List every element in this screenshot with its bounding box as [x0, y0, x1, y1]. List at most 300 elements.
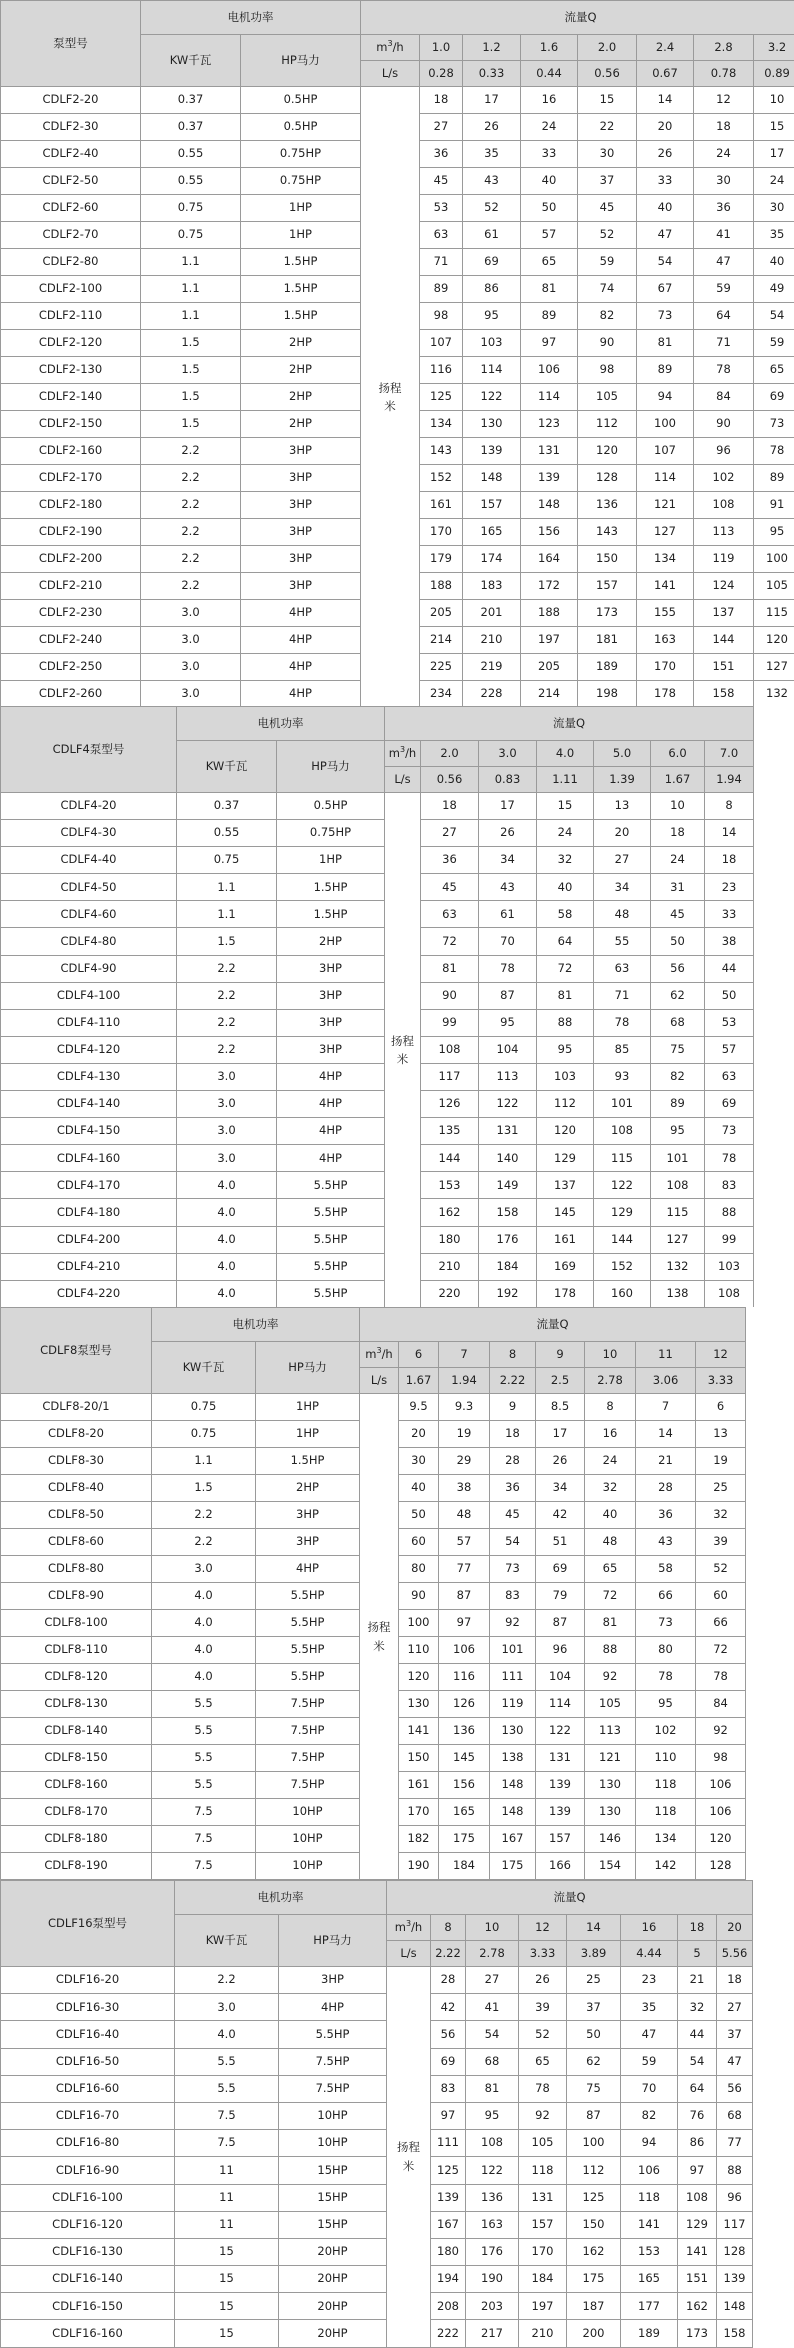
- hp-cell: 3HP: [279, 1967, 387, 1994]
- head-value-cell: 65: [585, 1556, 636, 1583]
- hp-cell: 5.5HP: [256, 1637, 360, 1664]
- head-value-cell: 178: [637, 681, 694, 707]
- model-cell: CDLF4-40: [1, 847, 177, 874]
- head-value-cell: 98: [578, 357, 637, 384]
- head-value-cell: 68: [717, 2102, 753, 2129]
- head-value-cell: 52: [519, 2021, 567, 2048]
- model-cell: CDLF2-250: [1, 654, 141, 681]
- head-value-cell: 36: [636, 1502, 696, 1529]
- kw-cell: 4.0: [177, 1280, 277, 1307]
- pump-table-block: [0, 706, 794, 1307]
- head-value-cell: 100: [399, 1610, 439, 1637]
- head-value-cell: 81: [521, 276, 578, 303]
- head-value-cell: 33: [705, 901, 754, 928]
- flow-m3h-value: 10: [466, 1915, 519, 1941]
- head-value-cell: 205: [420, 600, 463, 627]
- model-cell: CDLF4-210: [1, 1253, 177, 1280]
- head-value-cell: 165: [463, 519, 521, 546]
- flow-ls-value: 2.5: [536, 1368, 585, 1394]
- head-value-cell: 205: [521, 654, 578, 681]
- flow-ls-value: 0.56: [578, 61, 637, 87]
- model-cell: CDLF2-30: [1, 114, 141, 141]
- model-cell: CDLF2-200: [1, 546, 141, 573]
- hp-cell: 4HP: [277, 1118, 385, 1145]
- head-value-cell: 73: [705, 1118, 754, 1145]
- head-value-cell: 94: [637, 384, 694, 411]
- head-value-cell: 50: [399, 1502, 439, 1529]
- table-row: [1, 1967, 794, 1994]
- head-value-cell: 85: [594, 1036, 651, 1063]
- head-value-cell: 40: [637, 195, 694, 222]
- head-value-cell: 82: [621, 2102, 678, 2129]
- head-value-cell: 66: [636, 1583, 696, 1610]
- flow-ls-value: 0.89: [754, 61, 794, 87]
- head-value-cell: 165: [621, 2266, 678, 2293]
- model-cell: CDLF2-80: [1, 249, 141, 276]
- head-value-cell: 184: [519, 2266, 567, 2293]
- head-value-cell: 22: [578, 114, 637, 141]
- model-cell: CDLF8-160: [1, 1772, 152, 1799]
- head-value-cell: 141: [637, 573, 694, 600]
- flow-m3h-value: 16: [621, 1915, 678, 1941]
- model-cell: CDLF16-150: [1, 2293, 175, 2320]
- head-value-cell: 48: [594, 901, 651, 928]
- hp-cell: 7.5HP: [256, 1745, 360, 1772]
- head-value-cell: 80: [399, 1556, 439, 1583]
- head-value-cell: 9.5: [399, 1394, 439, 1421]
- head-value-cell: 12: [694, 87, 754, 114]
- head-value-cell: 16: [585, 1421, 636, 1448]
- head-value-cell: 141: [621, 2211, 678, 2238]
- head-value-cell: 83: [490, 1583, 536, 1610]
- model-cell: CDLF2-180: [1, 492, 141, 519]
- head-value-cell: 175: [439, 1826, 490, 1853]
- head-value-cell: 114: [536, 1691, 585, 1718]
- flow-m3h-value: 2.0: [421, 741, 479, 767]
- head-value-cell: 43: [463, 168, 521, 195]
- kw-header: KW千瓦: [141, 35, 241, 87]
- head-value-cell: 113: [694, 519, 754, 546]
- head-value-cell: 194: [431, 2266, 466, 2293]
- kw-cell: 5.5: [152, 1691, 256, 1718]
- head-value-cell: 200: [567, 2320, 621, 2347]
- head-value-cell: 125: [431, 2157, 466, 2184]
- table-row: [1, 87, 794, 114]
- head-value-cell: 108: [678, 2184, 717, 2211]
- head-value-cell: 104: [536, 1664, 585, 1691]
- head-value-cell: 40: [521, 168, 578, 195]
- kw-header: KW千瓦: [152, 1342, 256, 1394]
- head-value-cell: 78: [696, 1664, 746, 1691]
- head-value-cell: 60: [696, 1583, 746, 1610]
- head-value-cell: 98: [420, 303, 463, 330]
- head-value-cell: 214: [521, 681, 578, 707]
- head-value-cell: 169: [537, 1253, 594, 1280]
- head-value-cell: 16: [521, 87, 578, 114]
- head-value-cell: 96: [717, 2184, 753, 2211]
- pump-table-block: [0, 1307, 794, 1880]
- head-value-cell: 151: [678, 2266, 717, 2293]
- table-row: [1, 793, 794, 820]
- head-value-cell: 95: [754, 519, 794, 546]
- head-value-cell: 188: [420, 573, 463, 600]
- hp-cell: 10HP: [279, 2130, 387, 2157]
- head-value-cell: 162: [567, 2238, 621, 2265]
- head-value-cell: 78: [754, 438, 794, 465]
- hp-header: HP马力: [277, 741, 385, 793]
- hp-cell: 5.5HP: [277, 1199, 385, 1226]
- head-value-cell: 41: [694, 222, 754, 249]
- kw-cell: 2.2: [141, 438, 241, 465]
- pump-table-block: [0, 0, 794, 706]
- hp-cell: 1HP: [277, 847, 385, 874]
- kw-cell: 15: [175, 2266, 279, 2293]
- pump-table: [0, 1880, 794, 2348]
- kw-cell: 2.2: [141, 519, 241, 546]
- kw-cell: 4.0: [175, 2021, 279, 2048]
- head-value-cell: 21: [636, 1448, 696, 1475]
- head-value-cell: 40: [585, 1502, 636, 1529]
- model-cell: CDLF2-120: [1, 330, 141, 357]
- head-value-cell: 99: [421, 1009, 479, 1036]
- hp-cell: 15HP: [279, 2211, 387, 2238]
- head-label-cell: [360, 1394, 399, 1880]
- head-value-cell: 64: [678, 2075, 717, 2102]
- model-cell: CDLF4-30: [1, 820, 177, 847]
- head-value-cell: 55: [594, 928, 651, 955]
- flow-m3h-value: 2.8: [694, 35, 754, 61]
- model-cell: CDLF8-30: [1, 1448, 152, 1475]
- head-value-cell: 87: [479, 982, 537, 1009]
- head-value-cell: 167: [490, 1826, 536, 1853]
- kw-cell: 2.2: [177, 955, 277, 982]
- head-value-cell: 157: [536, 1826, 585, 1853]
- head-value-cell: 23: [621, 1967, 678, 1994]
- head-value-cell: 9: [490, 1394, 536, 1421]
- head-value-cell: 76: [678, 2102, 717, 2129]
- head-value-cell: 155: [637, 600, 694, 627]
- head-value-cell: 27: [466, 1967, 519, 1994]
- hp-cell: 4HP: [241, 654, 361, 681]
- head-value-cell: 156: [439, 1772, 490, 1799]
- head-value-cell: 158: [694, 681, 754, 707]
- head-value-cell: 90: [694, 411, 754, 438]
- head-value-cell: 73: [637, 303, 694, 330]
- head-value-cell: 8: [585, 1394, 636, 1421]
- head-value-cell: 153: [621, 2238, 678, 2265]
- flow-ls-value: 2.22: [490, 1368, 536, 1394]
- head-value-cell: 90: [578, 330, 637, 357]
- head-value-cell: 128: [696, 1853, 746, 1880]
- head-value-cell: 42: [536, 1502, 585, 1529]
- head-value-cell: 83: [431, 2075, 466, 2102]
- head-value-cell: 118: [636, 1799, 696, 1826]
- model-cell: CDLF8-150: [1, 1745, 152, 1772]
- head-value-cell: 27: [717, 1994, 753, 2021]
- model-cell: CDLF2-110: [1, 303, 141, 330]
- head-value-cell: 180: [421, 1226, 479, 1253]
- head-value-cell: 17: [536, 1421, 585, 1448]
- head-value-cell: 126: [421, 1091, 479, 1118]
- kw-cell: 2.2: [175, 1967, 279, 1994]
- head-value-cell: 81: [466, 2075, 519, 2102]
- head-value-cell: 18: [705, 847, 754, 874]
- head-value-cell: 132: [754, 681, 794, 707]
- head-value-cell: 150: [399, 1745, 439, 1772]
- head-value-cell: 106: [621, 2157, 678, 2184]
- hp-header: HP马力: [279, 1915, 387, 1967]
- head-value-cell: 188: [521, 600, 578, 627]
- head-value-cell: 90: [421, 982, 479, 1009]
- head-value-cell: 173: [578, 600, 637, 627]
- head-value-cell: 107: [420, 330, 463, 357]
- head-value-cell: 182: [399, 1826, 439, 1853]
- head-value-cell: 18: [651, 820, 705, 847]
- head-value-cell: 131: [519, 2184, 567, 2211]
- head-label-cell: [361, 87, 420, 707]
- head-value-cell: 129: [678, 2211, 717, 2238]
- flow-m3h-value: 7: [439, 1342, 490, 1368]
- head-value-cell: 81: [637, 330, 694, 357]
- kw-cell: 1.1: [141, 303, 241, 330]
- head-value-cell: 143: [420, 438, 463, 465]
- head-value-cell: 58: [537, 901, 594, 928]
- head-value-cell: 116: [420, 357, 463, 384]
- head-value-cell: 166: [536, 1853, 585, 1880]
- head-value-cell: 141: [678, 2238, 717, 2265]
- hp-cell: 20HP: [279, 2266, 387, 2293]
- head-value-cell: 54: [466, 2021, 519, 2048]
- kw-cell: 2.2: [177, 1009, 277, 1036]
- head-value-cell: 161: [399, 1772, 439, 1799]
- head-value-cell: 198: [578, 681, 637, 707]
- model-cell: CDLF8-100: [1, 1610, 152, 1637]
- head-value-cell: 30: [754, 195, 794, 222]
- model-cell: CDLF4-140: [1, 1091, 177, 1118]
- head-value-cell: 162: [421, 1199, 479, 1226]
- model-cell: CDLF16-50: [1, 2048, 175, 2075]
- head-value-cell: 111: [490, 1664, 536, 1691]
- model-cell: CDLF4-150: [1, 1118, 177, 1145]
- head-value-cell: 18: [420, 87, 463, 114]
- head-value-cell: 72: [585, 1583, 636, 1610]
- model-cell: CDLF4-90: [1, 955, 177, 982]
- head-value-cell: 89: [521, 303, 578, 330]
- hp-cell: 1.5HP: [256, 1448, 360, 1475]
- head-value-cell: 128: [578, 465, 637, 492]
- hp-cell: 10HP: [279, 2102, 387, 2129]
- kw-cell: 0.75: [141, 222, 241, 249]
- head-value-cell: 143: [578, 519, 637, 546]
- flow-ls-value: 1.39: [594, 767, 651, 793]
- head-value-cell: 35: [463, 141, 521, 168]
- head-value-cell: 33: [521, 141, 578, 168]
- flow-ls-value: 4.44: [621, 1941, 678, 1967]
- head-value-cell: 57: [705, 1036, 754, 1063]
- head-value-cell: 28: [490, 1448, 536, 1475]
- kw-cell: 4.0: [177, 1226, 277, 1253]
- head-value-cell: 122: [466, 2157, 519, 2184]
- kw-cell: 1.5: [141, 357, 241, 384]
- head-value-cell: 84: [694, 384, 754, 411]
- head-value-cell: 28: [636, 1475, 696, 1502]
- head-value-cell: 138: [651, 1280, 705, 1307]
- head-value-cell: 45: [578, 195, 637, 222]
- head-value-cell: 52: [578, 222, 637, 249]
- head-value-cell: 136: [578, 492, 637, 519]
- head-value-cell: 180: [431, 2238, 466, 2265]
- head-value-cell: 41: [466, 1994, 519, 2021]
- hp-cell: 7.5HP: [256, 1772, 360, 1799]
- head-value-cell: 32: [537, 847, 594, 874]
- head-value-cell: 54: [637, 249, 694, 276]
- head-value-cell: 110: [636, 1745, 696, 1772]
- head-value-cell: 49: [754, 276, 794, 303]
- head-value-cell: 152: [420, 465, 463, 492]
- head-value-cell: 136: [466, 2184, 519, 2211]
- model-cell: CDLF2-50: [1, 168, 141, 195]
- head-value-cell: 18: [694, 114, 754, 141]
- head-value-cell: 228: [463, 681, 521, 707]
- head-value-cell: 48: [439, 1502, 490, 1529]
- head-value-cell: 50: [567, 2021, 621, 2048]
- flow-m3h-value: 8: [431, 1915, 466, 1941]
- head-value-cell: 20: [594, 820, 651, 847]
- head-value-cell: 34: [479, 847, 537, 874]
- head-value-cell: 108: [421, 1036, 479, 1063]
- hp-cell: 0.75HP: [241, 168, 361, 195]
- hp-cell: 20HP: [279, 2293, 387, 2320]
- head-unit: 米: [402, 2158, 415, 2173]
- flow-m3h-value: 9: [536, 1342, 585, 1368]
- head-value-cell: 163: [637, 627, 694, 654]
- hp-cell: 0.75HP: [277, 820, 385, 847]
- head-value-cell: 197: [519, 2293, 567, 2320]
- head-value-cell: 201: [463, 600, 521, 627]
- head-value-cell: 74: [578, 276, 637, 303]
- head-value-cell: 162: [678, 2293, 717, 2320]
- model-column-header: CDLF8泵型号: [1, 1308, 152, 1394]
- head-value-cell: 20: [637, 114, 694, 141]
- head-value-cell: 72: [537, 955, 594, 982]
- model-cell: CDLF4-50: [1, 874, 177, 901]
- head-value-cell: 63: [421, 901, 479, 928]
- head-value-cell: 105: [585, 1691, 636, 1718]
- head-value-cell: 110: [399, 1637, 439, 1664]
- head-value-cell: 184: [439, 1853, 490, 1880]
- head-value-cell: 203: [466, 2293, 519, 2320]
- kw-cell: 0.37: [141, 114, 241, 141]
- head-value-cell: 95: [466, 2102, 519, 2129]
- kw-cell: 2.2: [141, 546, 241, 573]
- flow-m3h-value: 6: [399, 1342, 439, 1368]
- head-value-cell: 26: [463, 114, 521, 141]
- head-value-cell: 104: [479, 1036, 537, 1063]
- head-value-cell: 89: [754, 465, 794, 492]
- head-value-cell: 108: [694, 492, 754, 519]
- kw-header: KW千瓦: [177, 741, 277, 793]
- head-value-cell: 225: [420, 654, 463, 681]
- flow-m3h-value: 10: [585, 1342, 636, 1368]
- model-cell: CDLF8-180: [1, 1826, 152, 1853]
- head-value-cell: 57: [439, 1529, 490, 1556]
- head-value-cell: 17: [479, 793, 537, 820]
- head-value-cell: 87: [536, 1610, 585, 1637]
- head-value-cell: 90: [399, 1583, 439, 1610]
- head-value-cell: 75: [567, 2075, 621, 2102]
- model-cell: CDLF8-110: [1, 1637, 152, 1664]
- hp-cell: 15HP: [279, 2157, 387, 2184]
- head-value-cell: 108: [594, 1118, 651, 1145]
- hp-cell: 0.5HP: [241, 114, 361, 141]
- head-value-cell: 167: [431, 2211, 466, 2238]
- hp-cell: 1.5HP: [241, 249, 361, 276]
- head-value-cell: 118: [519, 2157, 567, 2184]
- hp-cell: 1.5HP: [277, 874, 385, 901]
- flow-ls-value: 1.67: [399, 1368, 439, 1394]
- head-value-cell: 53: [420, 195, 463, 222]
- head-value-cell: 56: [717, 2075, 753, 2102]
- hp-cell: 3HP: [241, 573, 361, 600]
- head-value-cell: 181: [578, 627, 637, 654]
- head-value-cell: 96: [536, 1637, 585, 1664]
- head-label-cell: [387, 1967, 431, 2348]
- head-value-cell: 27: [421, 820, 479, 847]
- head-value-cell: 170: [519, 2238, 567, 2265]
- head-value-cell: 39: [696, 1529, 746, 1556]
- hp-cell: 3HP: [277, 982, 385, 1009]
- head-value-cell: 187: [567, 2293, 621, 2320]
- head-value-cell: 100: [637, 411, 694, 438]
- head-value-cell: 75: [651, 1036, 705, 1063]
- head-value-cell: 103: [705, 1253, 754, 1280]
- head-value-cell: 127: [754, 654, 794, 681]
- pump-table: [0, 706, 794, 1307]
- head-value-cell: 95: [636, 1691, 696, 1718]
- flow-m3h-value: 1.6: [521, 35, 578, 61]
- head-value-cell: 125: [420, 384, 463, 411]
- kw-cell: 1.5: [141, 330, 241, 357]
- flow-ls-value: 0.33: [463, 61, 521, 87]
- kw-cell: 0.55: [177, 820, 277, 847]
- kw-cell: 15: [175, 2320, 279, 2347]
- head-value-cell: 148: [463, 465, 521, 492]
- head-value-cell: 144: [694, 627, 754, 654]
- flow-ls-value: 2.78: [466, 1941, 519, 1967]
- flow-ls-value: 0.28: [420, 61, 463, 87]
- hp-header: HP马力: [241, 35, 361, 87]
- head-value-cell: 152: [594, 1253, 651, 1280]
- head-value-cell: 108: [651, 1172, 705, 1199]
- model-cell: CDLF4-170: [1, 1172, 177, 1199]
- hp-cell: 4HP: [277, 1063, 385, 1090]
- head-value-cell: 24: [754, 168, 794, 195]
- hp-cell: 5.5HP: [277, 1172, 385, 1199]
- head-value-cell: 105: [754, 573, 794, 600]
- kw-cell: 15: [175, 2238, 279, 2265]
- head-unit: 米: [384, 399, 396, 413]
- head-value-cell: 98: [696, 1745, 746, 1772]
- head-value-cell: 47: [637, 222, 694, 249]
- kw-cell: 0.37: [177, 793, 277, 820]
- head-value-cell: 25: [567, 1967, 621, 1994]
- flow-ls-value: 0.83: [479, 767, 537, 793]
- head-value-cell: 38: [705, 928, 754, 955]
- head-value-cell: 10: [754, 87, 794, 114]
- head-value-cell: 148: [490, 1799, 536, 1826]
- unit-ls-label: L/s: [361, 61, 420, 87]
- model-cell: CDLF8-60: [1, 1529, 152, 1556]
